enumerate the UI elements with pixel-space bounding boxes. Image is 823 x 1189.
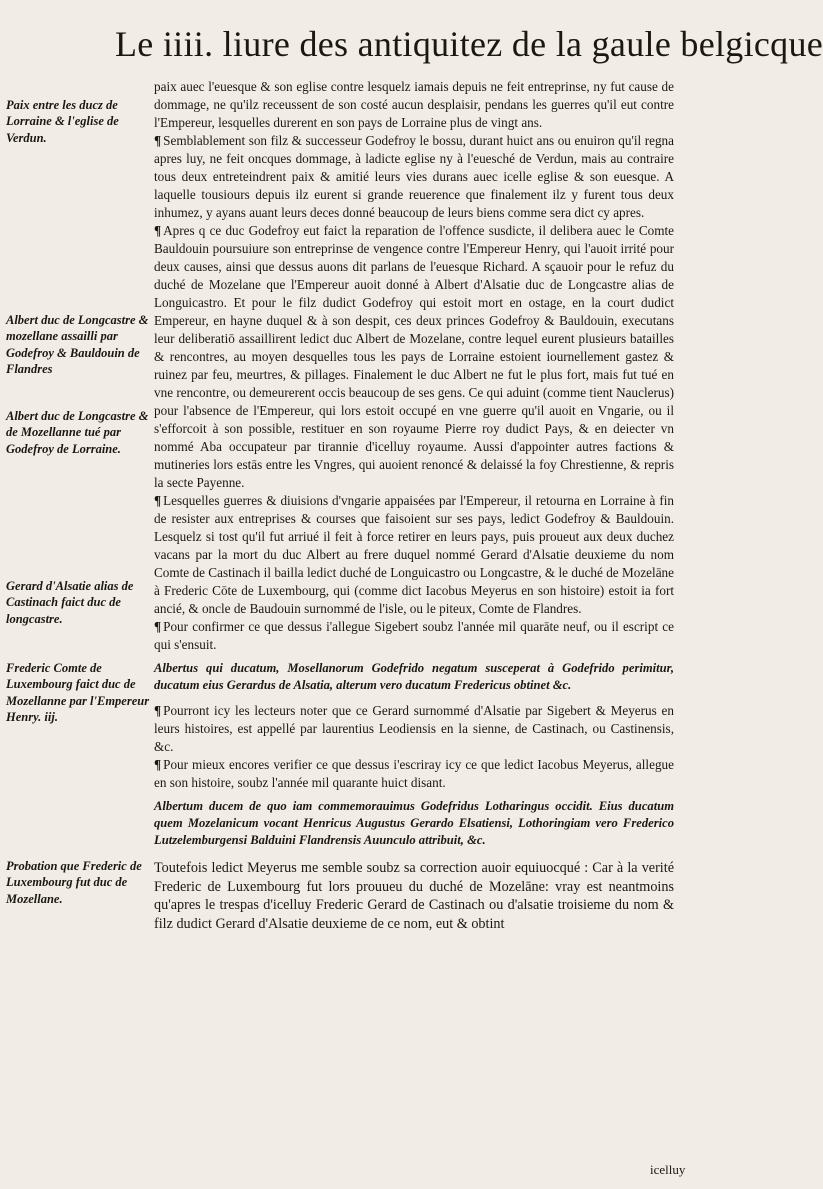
paragraph-text: Pour mieux encores verifier ce que dessus i'escriray icy ce que ledict Iacobus Meyerus, allegue en son histoire, soubz l'année mil quarante huict disant. (154, 757, 674, 790)
pilcrow-icon: ¶ (154, 757, 162, 772)
margin-note: Probation que Frederic de Luxembourg fut duc de Mozellane. (6, 859, 142, 906)
pilcrow-icon: ¶ (154, 619, 162, 634)
paragraph-text: Pour confirmer ce que dessus i'allegue Sigebert soubz l'année mil quarāte neuf, ou il escript ce qui s'ensuit. (154, 619, 674, 652)
catchword: icelluy (650, 1162, 686, 1177)
margin-note: Frederic Comte de Luxembourg faict duc de Mozellanne par l'Empereur Henry. iij. (6, 661, 150, 725)
running-head: Le iiii. liure des antiquitez de la gaule belgicque (115, 24, 823, 64)
pilcrow-icon: ¶ (154, 703, 162, 718)
pilcrow-icon: ¶ (154, 133, 162, 148)
paragraph (154, 702, 674, 756)
paragraph: paix auec l'euesque & son eglise contre lesquelz iamais depuis ne feit entreprinse, ny fut cause de dommage, ne qu'ilz receussent de son costé aucun desplaisir, pendans les guerres qu'il eut contre l'Empereur, lesquelles durerent en son pays de Lorraine plus de vingt ans. (154, 79, 674, 130)
main-text (154, 78, 674, 933)
margin-note: Albert duc de Longcastre & mozellane assailli par Godefroy & Bauldouin de Flandres (6, 313, 149, 377)
margin-note: Gerard d'Alsatie alias de Castinach faict duc de longcastre. (6, 579, 134, 626)
paragraph-text: Apres q ce duc Godefroy eut faict la reparation de l'offence susdicte, il delibera auec le Comte Bauldouin poursuiure son entreprinse de vengence contre l'Empereur Henry, qui l'auoit irrité pour deux causes, ainsi que dessus auons dit parlans de l'euesque Richard. A sçauoir pour le refuz du duché de Mozelane que l'Empereur auoit donné à Albert d'Alsatie duc de Longcastre alias de Longuicastro. Et pour le filz dudict Godefroy qui estoit mort en ostage, en la court dudict Empereur, en hayne duquel & à son despit, ces deux princes Godefroy & Bauldouin, executans leur deliberatiō assaillirent ledict duc Albert de Mozelane, contre lequel eurent plusieurs batailles & rencontres, au moyen desquelles tous les pays de Lorraine estoient iournellement gastez & ruinez par feu, meurtres, & pillages. Finalement le duc Albert ne fut le plus fort, mais fut tué en vne rencontre, ou demeurerent occis beaucoup de ses gens. Ce qui aduint (comme tient Nauclerus) pour l'absence de l'Empereur, qui lors estoit occupé en vne guerre qu'il auoit en Vngarie, ou il s'efforcoit à son possible, restituer en son royaume Pierre roy dudict Pays, & en deiecter vn nommé Aba occupateur par tirannie d'icelluy royaume. Aussi d'appointer autres factions & mutineries lors estās entre les Vngres, qui auoient renoncé & delaissé la foy Chrestienne, & repris la secte Payenne. (154, 223, 674, 490)
paragraph-text: Lesquelles guerres & diuisions d'vngarie appaisées par l'Empereur, il retourna en Lorraine à fin de resister aux entreprises & courses que faisoient sur ses pays, ledict Godefroy & Bauldouin. Lesquelz si tost qu'il fut arriué il feit à force retirer en leurs pays, puis proueut aux deux duchez vacans par la mort du duc Albert au frere duquel nommé Gerard d'Alsatie deuxieme du nom Comte de Castinach il bailla ledict duché de Longuicastro ou Longcastre, & le duché de Mozelāne à Frederic Cōte de Luxembourg, qui (comme dict Iacobus Meyerus en son histoire) estoit ia fort ancié, & oncle de Baudouin surnommé de l'isle, ou le piteux, Comte de Flandres. (154, 493, 674, 616)
paragraph (154, 492, 674, 618)
paragraph (154, 618, 674, 654)
paragraph: Toutefois ledict Meyerus me semble soubz sa correction auoir equiuocqué : Car à la verité Frederic de Luxembourg fut lors prouueu du duché de Mozelāne: vray est neantmoins qu'apres le trespas d'icelluy Frederic Gerard de Castinach ou d'alsatie troisieme du nom & filz dudict Gerard d'Alsatie deuxieme de ce nom, eut & obtint (154, 860, 674, 932)
paragraph-text: Semblablement son filz & successeur Godefroy le bossu, durant huict ans ou enuiron qu'il regna apres luy, ne feit oncques dommage, à ladicte eglise ny à l'euesché de Verdun, mais au contraire tous deux entreteindrent paix & amitié leurs vies durans auec icelle eglise & son euesque. A laquelle tousiours depuis ilz eurent si grande reuerence que finalement ilz y furent tous deux inhumez, y ayans auant leurs deces donné beaucoup de leurs biens comme sera dict cy apres. (154, 133, 674, 220)
paragraph-text: Pourront icy les lecteurs noter que ce Gerard surnommé d'Alsatie par Sigebert & Meyerus en leurs histoires, est appellé par laurentius Leodiensis en la sienne, de Castinach, ou Castinensis, &c. (154, 703, 674, 754)
paragraph (154, 222, 674, 492)
margin-note: Paix entre les ducz de Lorraine & l'eglise de Verdun. (6, 98, 119, 145)
paragraph (154, 756, 674, 792)
paragraph (154, 132, 674, 222)
latin-quotation: Albertus qui ducatum, Mosellanorum Godefrido negatum susceperat à Godefrido perimitur, ducatum eius Gerardus de Alsatia, alterum vero ducatum Fredericus obtinet &c. (154, 661, 674, 692)
pilcrow-icon: ¶ (154, 493, 162, 508)
margin-note: Albert duc de Longcastre & de Mozellanne tué par Godefroy de Lorraine. (6, 409, 149, 456)
latin-quotation: Albertum ducem de quo iam commemorauimus Godefridus Lotharingus occidit. Eius ducatum quem Mozelanicum vocant Henricus Augustus Gerardo Elsatiensi, Lothoringiam vero Frederico Lutzelemburgensi Balduini Flandrensis Auunculo attribuit, &c. (154, 799, 674, 847)
pilcrow-icon: ¶ (154, 223, 162, 238)
